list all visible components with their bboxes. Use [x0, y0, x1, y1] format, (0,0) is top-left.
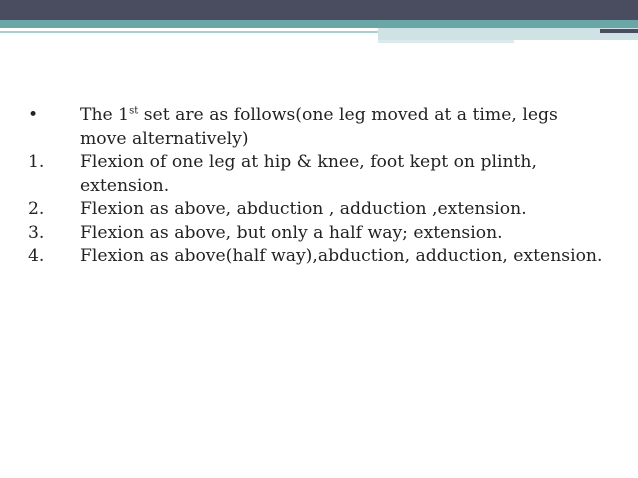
list-item-text: Flexion of one leg at hip & knee, foot kept on plinth, extension.	[80, 152, 537, 196]
list-item-text: Flexion as above, but only a half way; extension.	[80, 222, 503, 243]
bullet-marker: •	[28, 105, 39, 125]
slide-body	[28, 104, 608, 269]
list-item-4	[28, 245, 608, 269]
list-number: 1.	[28, 152, 45, 172]
header-corner-accent	[600, 29, 638, 33]
list-number: 2.	[28, 199, 45, 219]
intro-text-rest: set are as follows(one leg moved at a time, legs move alternatively)	[80, 105, 558, 149]
list-item-1	[28, 151, 608, 198]
list-item-2	[28, 198, 608, 222]
list-item-text: Flexion as above, abduction , adduction ,extension.	[80, 199, 527, 219]
list-number: 4.	[28, 246, 45, 266]
intro-bullet	[28, 104, 608, 151]
list-number: 3.	[28, 222, 45, 243]
intro-text-start: The 1	[80, 105, 130, 125]
header-band-teal	[0, 20, 638, 28]
header-band-light	[378, 28, 638, 40]
header-band-dark	[0, 0, 638, 20]
intro-superscript: st	[129, 105, 139, 117]
header-band-light-strip	[378, 40, 514, 43]
intro-text	[80, 104, 608, 151]
list-item-3	[28, 222, 608, 246]
list-item-text: Flexion as above(half way),abduction, adduction, extension.	[80, 246, 603, 266]
